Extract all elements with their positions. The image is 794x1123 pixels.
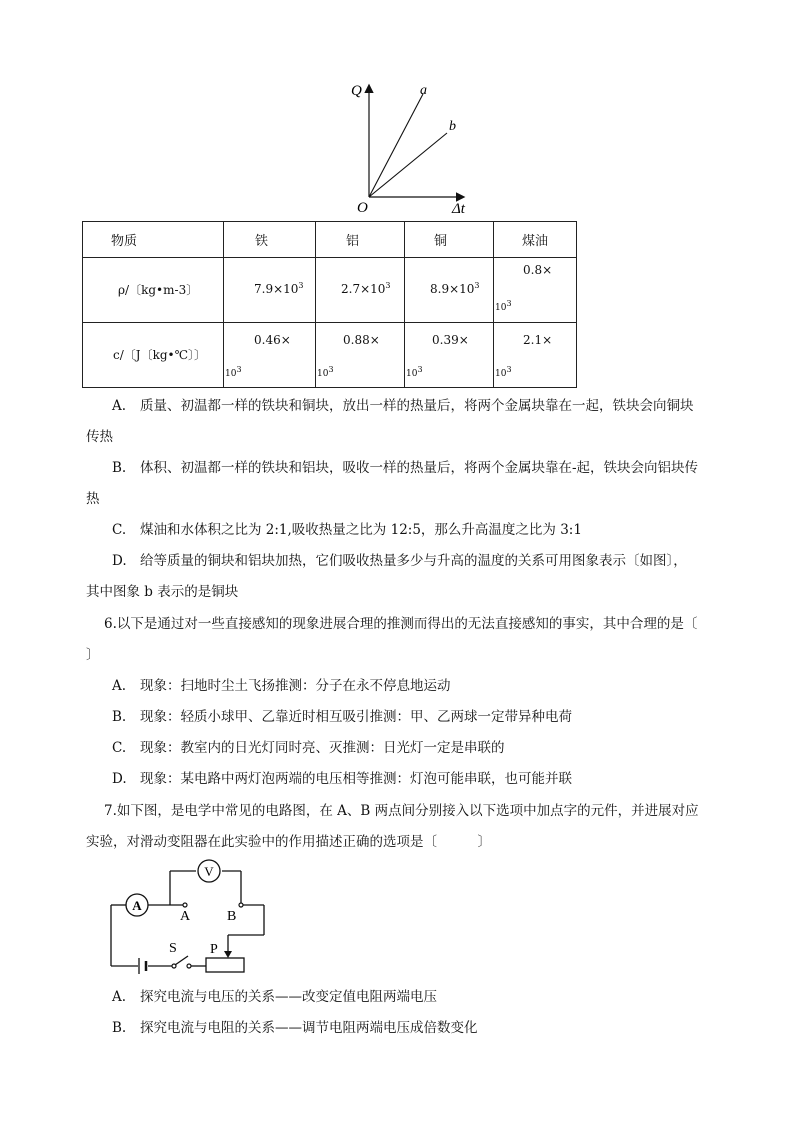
- cell-exponent: 3: [298, 281, 304, 290]
- table-row-specific-heat: [83, 323, 577, 388]
- properties-table: [82, 221, 577, 388]
- cell-base: [406, 365, 423, 379]
- cell-exponent: 3: [328, 365, 334, 374]
- point-a-label: A: [180, 909, 191, 924]
- cell-base: [495, 299, 512, 313]
- cell-mantissa: 2.7×10: [341, 282, 386, 296]
- cell-base-text: 10: [495, 369, 507, 379]
- density-copper: [405, 258, 494, 323]
- q7-stem-line2: 实验，对滑动变阻器在此实验中的作用描述正确的选项是〔 〕: [86, 834, 491, 850]
- option-text: 煤油和水体积之比为 2:1,吸收热量之比为 12:5，那么升高温度之比为 3:1: [140, 522, 582, 538]
- option-label: B.: [112, 1020, 127, 1036]
- cell-exponent: 3: [417, 365, 423, 374]
- heat-label: c/〔J〔kg•℃〕〕: [113, 348, 207, 362]
- header-text: 铁: [255, 234, 269, 249]
- cell-base-text: 10: [406, 369, 418, 379]
- q-delta-t-graph: [340, 78, 480, 218]
- cell-base: [225, 365, 242, 379]
- density-kerosene: [494, 258, 577, 323]
- option-label: D.: [112, 553, 127, 569]
- cell-mantissa: 0.46×: [254, 333, 291, 347]
- option-text: 现象：某电路中两灯泡两端的电压相等推测：灯泡可能串联，也可能并联: [140, 771, 572, 787]
- header-aluminum: [316, 222, 405, 258]
- density-label: ρ/〔kg•m-3〕: [118, 283, 199, 297]
- cell-base-text: 10: [225, 369, 237, 379]
- cell-base: [317, 365, 334, 379]
- heat-copper: [405, 323, 494, 388]
- cell-exponent: 3: [385, 281, 391, 290]
- density-aluminum: [316, 258, 405, 323]
- option-label: D.: [112, 771, 127, 787]
- point-b-label: B: [227, 909, 237, 924]
- option-label: C.: [112, 522, 127, 538]
- x-axis-label: Δt: [452, 201, 465, 217]
- circuit-diagram: [100, 852, 280, 976]
- option-label: B.: [112, 709, 127, 725]
- rheostat: [206, 958, 244, 972]
- option-label: A.: [112, 398, 127, 414]
- switch-blade: [175, 956, 188, 965]
- line-a-label: a: [420, 83, 427, 98]
- q5-option-b-line2: 热: [86, 491, 100, 507]
- q6-option-b: [112, 707, 572, 727]
- voltmeter-label: V: [204, 864, 214, 879]
- q5-option-a-line1: [112, 396, 694, 416]
- q7-stem-line1: 7.如下图，是电学中常见的电路图，在 A、B 两点间分别接入以下选项中加点字的元件，并进展对应: [104, 803, 699, 819]
- cell-value: [341, 281, 391, 296]
- cell-mantissa: 8.9×10: [430, 282, 475, 296]
- option-label: B.: [112, 460, 127, 476]
- option-text: 探究电流与电阻的关系——调节电阻两端电压成倍数变化: [140, 1020, 478, 1036]
- line-b: [369, 133, 447, 197]
- option-label: C.: [112, 740, 127, 756]
- cell-mantissa: 0.8×: [523, 263, 553, 277]
- heat-kerosene: [494, 323, 577, 388]
- option-label: A.: [112, 678, 127, 694]
- option-text: 现象：轻质小球甲、乙靠近时相互吸引推测：甲、乙两球一定带异种电荷: [140, 709, 572, 725]
- option-label: A.: [112, 989, 127, 1005]
- cell-mantissa: 0.39×: [432, 333, 469, 347]
- heat-iron: [224, 323, 316, 388]
- table-row-density: [83, 258, 577, 323]
- cell-mantissa: 0.88×: [343, 333, 380, 347]
- ammeter-label: A: [132, 898, 142, 913]
- heat-label-cell: [83, 323, 224, 388]
- terminal-a: [183, 903, 187, 907]
- q7-option-a: [112, 987, 437, 1007]
- q6-stem-line1: 6.以下是通过对一些直接感知的现象进展合理的推测而得出的无法直接感知的事实，其中合理的是〔: [104, 616, 698, 632]
- option-text: 现象：扫地时尘土飞扬推测：分子在永不停息地运动: [140, 678, 451, 694]
- header-substance: [83, 222, 224, 258]
- option-text: 给等质量的铜块和铝块加热，它们吸收热量多少与升高的温度的关系可用图象表示〔如图〕，: [140, 553, 687, 569]
- switch-label: S: [169, 941, 177, 956]
- header-text: 铝: [346, 234, 360, 249]
- origin-label: O: [357, 200, 368, 216]
- q6-stem-line2: 〕: [86, 647, 100, 663]
- q5-option-d-line2: 其中图象 b 表示的是铜块: [86, 584, 239, 600]
- cell-base-text: 10: [495, 303, 507, 313]
- terminal-b: [239, 903, 243, 907]
- line-a: [369, 94, 423, 197]
- line-b-label: b: [449, 119, 456, 134]
- cell-base-text: 10: [317, 369, 329, 379]
- header-iron: [224, 222, 316, 258]
- y-axis-label: Q: [351, 83, 362, 99]
- cell-exponent: 3: [236, 365, 242, 374]
- density-label-cell: [83, 258, 224, 323]
- q5-option-d-line1: [112, 551, 687, 571]
- header-text: 物质: [111, 234, 138, 249]
- slider-label: P: [210, 942, 218, 957]
- option-text: 质量、初温都一样的铁块和铜块，放出一样的热量后，将两个金属块靠在一起，铁块会向铜块: [140, 398, 694, 414]
- table-header-row: [83, 222, 577, 258]
- density-iron: [224, 258, 316, 323]
- q7-option-b: [112, 1018, 478, 1038]
- header-kerosene: [494, 222, 577, 258]
- q5-option-a-line2: 传热: [86, 429, 113, 445]
- heat-aluminum: [316, 323, 405, 388]
- header-text: 煤油: [522, 234, 549, 249]
- option-text: 体积、初温都一样的铁块和铝块，吸收一样的热量后，将两个金属块靠在-起，铁块会向铝块传: [140, 460, 699, 476]
- cell-exponent: 3: [506, 299, 512, 308]
- q5-option-b-line1: [112, 458, 698, 478]
- q6-option-c: [112, 738, 505, 758]
- q6-option-d: [112, 769, 572, 789]
- cell-mantissa: 2.1×: [523, 333, 553, 347]
- option-text: 探究电流与电压的关系——改变定值电阻两端电压: [140, 989, 437, 1005]
- slider-arrow: [224, 951, 232, 958]
- cell-base: [495, 365, 512, 379]
- cell-value: [430, 281, 480, 296]
- q6-option-a: [112, 676, 451, 696]
- cell-mantissa: 7.9×10: [254, 282, 299, 296]
- cell-exponent: 3: [506, 365, 512, 374]
- header-text: 铜: [434, 234, 448, 249]
- q5-option-c: [112, 520, 582, 540]
- cell-value: [254, 281, 304, 296]
- option-text: 现象：教室内的日光灯同时亮、灭推测：日光灯一定是串联的: [140, 740, 505, 756]
- cell-exponent: 3: [474, 281, 480, 290]
- header-copper: [405, 222, 494, 258]
